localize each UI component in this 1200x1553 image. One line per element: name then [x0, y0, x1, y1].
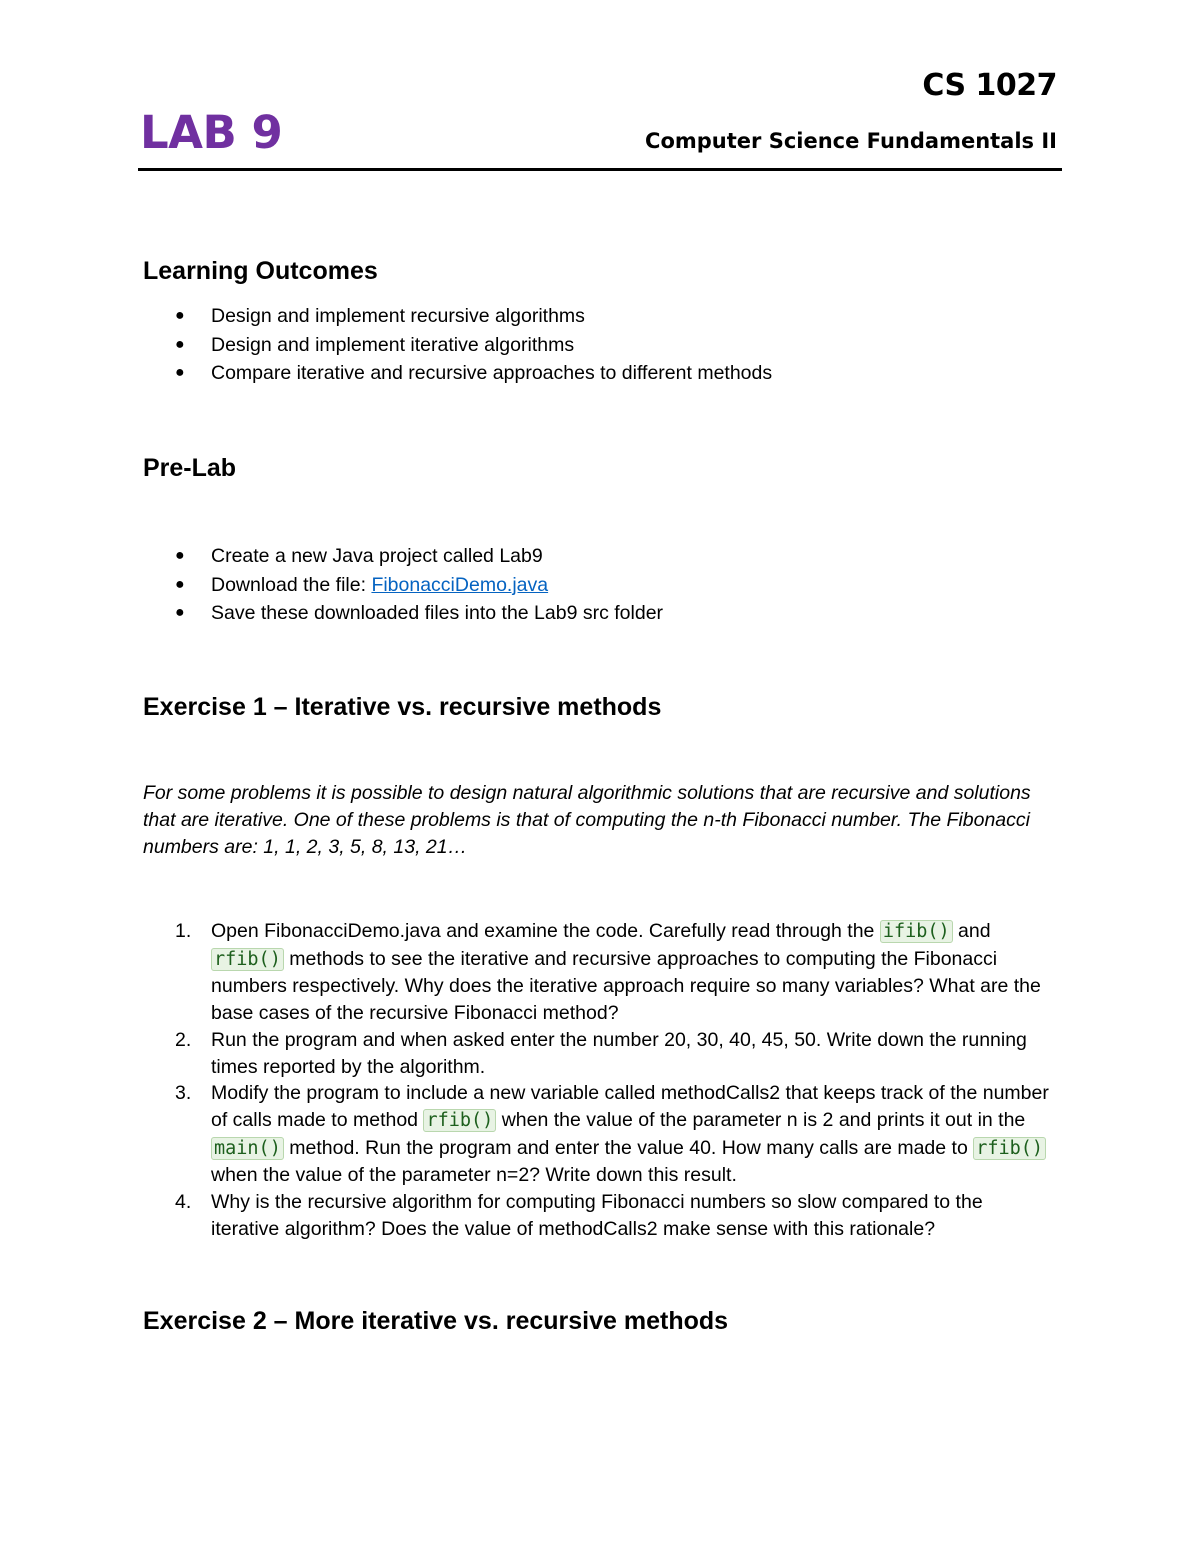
bullet-icon: ● [175, 364, 185, 381]
bullet-icon: ● [175, 307, 185, 324]
list-item: ● Save these downloaded files into the Lab9 src folder [143, 599, 1063, 628]
code-ifib: ifib() [880, 920, 953, 943]
list-item: ● Download the file: FibonacciDemo.java [143, 571, 1063, 600]
header-rule [138, 168, 1062, 171]
prelab-heading: Pre-Lab [143, 454, 237, 482]
bullet-icon: ● [175, 547, 185, 564]
exercise1-heading: Exercise 1 – Iterative vs. recursive methods [143, 693, 662, 721]
step-item: 3. Modify the program to include a new variable called methodCalls2 that keeps track of the number of calls made to method rfib() when the value of the parameter n is 2 and prints it out in the main() method. Run the program and enter the value 40. How many calls are made to rfib() when the value of the parameter n=2? Write down this result. [175, 1082, 1049, 1187]
list-item: ● Design and implement recursive algorithms [143, 302, 1063, 331]
course-code: CS 1027 [922, 68, 1057, 103]
code-rfib: rfib() [211, 948, 284, 971]
exercise2-heading: Exercise 2 – More iterative vs. recursive methods [143, 1307, 729, 1335]
list-item: ● Compare iterative and recursive approaches to different methods [143, 359, 1063, 388]
code-main: main() [211, 1137, 284, 1160]
lab-title: LAB 9 [140, 106, 283, 159]
step-item: 1. Open FibonacciDemo.java and examine the code. Carefully read through the ifib() and rfib() methods to see the iterative and recursive approaches to computing the Fibonacci numbers respectively. Why does the iterative approach require so many variables? What are the base cases of the recursive Fibonacci method? [175, 920, 1041, 1025]
learning-outcomes-list [143, 302, 1063, 388]
exercise1-steps [143, 918, 1063, 1242]
list-item: ● Design and implement iterative algorithms [143, 331, 1063, 360]
exercise1-intro: For some problems it is possible to design natural algorithmic solutions that are recursive and solutions that are iterative. One of these problems is that of computing the n-th Fibonacci number. The Fibonacci numbers are: 1, 1, 2, 3, 5, 8, 13, 21… [143, 782, 1031, 858]
step-item: 2. Run the program and when asked enter the number 20, 30, 40, 45, 50. Write down the running times reported by the algorithm. [175, 1028, 1027, 1078]
course-name: Computer Science Fundamentals II [645, 129, 1057, 153]
fibonacci-demo-link[interactable]: FibonacciDemo.java [371, 573, 549, 596]
list-item: ● Create a new Java project called Lab9 [143, 542, 1063, 571]
bullet-icon: ● [175, 604, 185, 621]
bullet-icon: ● [175, 335, 185, 353]
code-rfib: rfib() [973, 1137, 1046, 1160]
step-item: 4. Why is the recursive algorithm for computing Fibonacci numbers so slow compared to the iterative algorithm? Does the value of methodCalls2 make sense with this rationale? [175, 1191, 983, 1240]
code-rfib: rfib() [423, 1109, 496, 1132]
learning-outcomes-heading: Learning Outcomes [143, 257, 378, 285]
bullet-icon: ● [175, 575, 185, 593]
prelab-list [143, 542, 1063, 628]
